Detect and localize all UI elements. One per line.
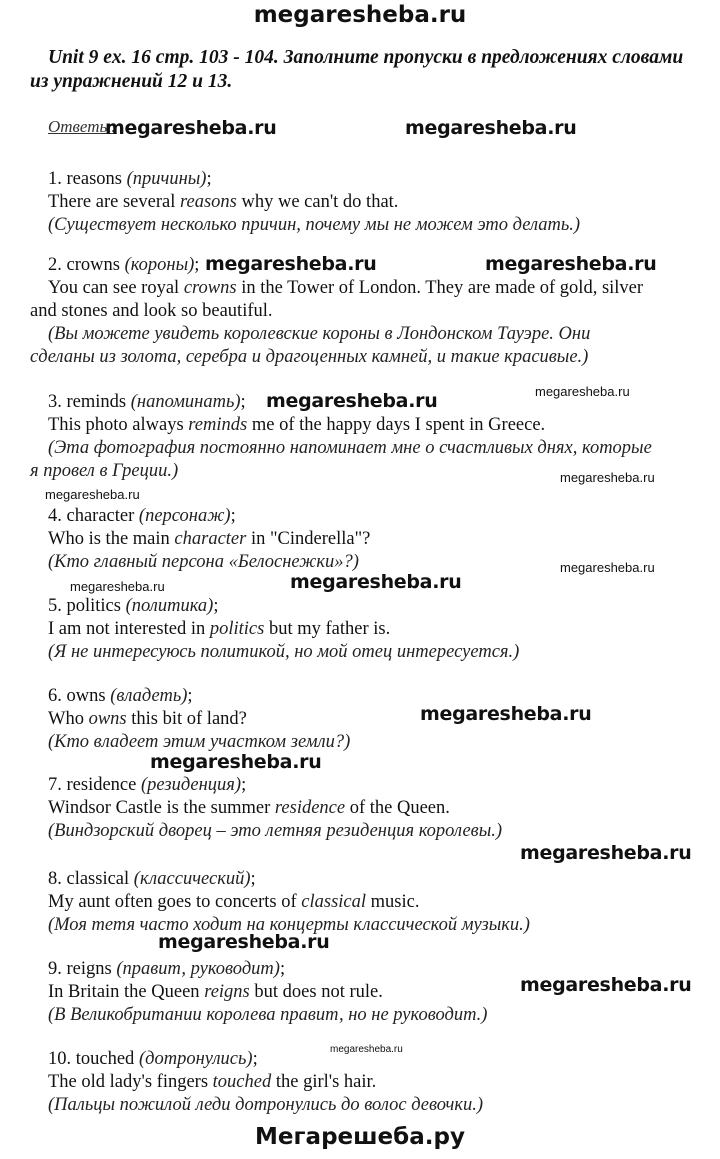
sentence-text-before: and stones and look so beautiful. (30, 301, 273, 321)
sentence-text-after: but does not rule. (249, 982, 383, 1002)
sentence-text-after: the girl's hair. (271, 1072, 377, 1092)
watermark-text: megaresheba.ru (560, 560, 655, 575)
answer-number: 10. (48, 1049, 72, 1069)
answer-translation: (резиденция) (140, 775, 242, 795)
russian-translation: (Эта фотография постоянно напоминает мне о счастливых днях, которые (48, 438, 652, 458)
footer-title: Мегарешеба.ру (255, 1124, 465, 1150)
answer-word: crowns (66, 255, 120, 275)
watermark-text: megaresheba.ru (105, 117, 277, 139)
answer-word-line: 5. politics (политика); (48, 596, 219, 616)
russian-translation: сделаны из золота, серебра и драгоценных камней, и такие красивые.) (30, 347, 589, 367)
answer-number: 5. (48, 596, 62, 616)
example-sentence (48, 1071, 376, 1093)
answer-word-line: 4. character (персонаж); (48, 506, 236, 526)
sentence-text-before: This photo always (48, 415, 189, 435)
watermark-text: megaresheba.ru (405, 117, 577, 139)
example-sentence (48, 277, 643, 299)
sentence-text-before: Who (48, 709, 89, 729)
answer-word: residence (66, 775, 137, 795)
answer-number: 2. (48, 255, 62, 275)
answer-number: 3. (48, 392, 62, 412)
answer-translation: (дотронулись) (138, 1049, 253, 1069)
sentence-keyword: reasons (179, 192, 237, 212)
sentence-text-before: The old lady's fingers (48, 1072, 213, 1092)
sentence-keyword: reminds (188, 415, 248, 435)
site-title: megaresheba.ru (253, 2, 467, 28)
sentence-keyword: crowns (183, 278, 237, 298)
sentence-text-before: My aunt often goes to concerts of (48, 892, 302, 912)
answer-word-line: 9. reigns (правит, руководит); (48, 959, 286, 979)
example-sentence (48, 797, 450, 819)
russian-translation: (Кто главный персона «Белоснежки»?) (48, 552, 359, 572)
sentence-text-after: in the Tower of London. They are made of gold, silver (236, 278, 644, 298)
answer-word-line: 10. touched (дотронулись); (48, 1049, 258, 1069)
sentence-text-after: but my father is. (264, 619, 391, 639)
exercise-heading-line-2: из упражнений 12 и 13. (30, 71, 233, 92)
example-sentence (48, 981, 383, 1003)
sentence-text-before: Windsor Castle is the summer (48, 798, 275, 818)
answer-word-line: 1. reasons (причины); (48, 169, 212, 189)
watermark-text: megaresheba.ru (70, 579, 165, 594)
watermark-text: megaresheba.ru (520, 842, 692, 864)
sentence-keyword: character (174, 529, 247, 549)
exercise-heading-line-1: Unit 9 ex. 16 стр. 103 - 104. Заполните пропуски в предложениях словами (48, 47, 684, 68)
russian-translation: (Я не интересуюсь политикой, но мой отец интересуется.) (48, 642, 520, 662)
answer-word: politics (66, 596, 121, 616)
answer-word: owns (66, 686, 106, 706)
sentence-text-after: why we can't do that. (236, 192, 399, 212)
sentence-text-after: of the Queen. (345, 798, 450, 818)
russian-translation: (Виндзорский дворец – это летняя резиденция королевы.) (48, 821, 503, 841)
example-sentence (48, 414, 545, 436)
example-sentence (48, 891, 420, 913)
answer-word-line: 8. classical (классический); (48, 869, 256, 889)
sentence-text-before: In Britain the Queen (48, 982, 205, 1002)
watermark-text: megaresheba.ru (330, 1044, 403, 1055)
answer-translation: (классический) (133, 869, 251, 889)
watermark-text: megaresheba.ru (205, 253, 377, 275)
watermark-text: megaresheba.ru (158, 931, 330, 953)
answer-number: 8. (48, 869, 62, 889)
answer-translation: (напоминать) (130, 392, 241, 412)
answer-word-line: 6. owns (владеть); (48, 686, 193, 706)
sentence-keyword: politics (209, 619, 265, 639)
answer-word: character (66, 506, 135, 526)
answer-number: 4. (48, 506, 62, 526)
answer-translation: (причины) (126, 169, 207, 189)
answer-translation: (правит, руководит) (116, 959, 280, 979)
russian-translation: (Моя тетя часто ходит на концерты классической музыки.) (48, 915, 530, 935)
watermark-text: megaresheba.ru (535, 384, 630, 399)
answer-translation: (короны) (124, 255, 195, 275)
answer-number: 7. (48, 775, 62, 795)
answer-word: reasons (66, 169, 122, 189)
example-sentence (48, 528, 370, 550)
sentence-text-after: in "Cinderella"? (246, 529, 371, 549)
russian-translation: (Кто владеет этим участком земли?) (48, 732, 351, 752)
answer-word: reminds (66, 392, 127, 412)
answer-word-line: 7. residence (резиденция); (48, 775, 247, 795)
watermark-text: megaresheba.ru (420, 703, 592, 725)
answer-number: 6. (48, 686, 62, 706)
answer-word-line: 3. reminds (напоминать); (48, 392, 246, 412)
sentence-text-after: this bit of land? (126, 709, 247, 729)
sentence-keyword: residence (274, 798, 346, 818)
answer-translation: (владеть) (110, 686, 188, 706)
watermark-text: megaresheba.ru (290, 571, 462, 593)
answer-number: 9. (48, 959, 62, 979)
example-sentence (48, 618, 390, 640)
sentence-keyword: owns (88, 709, 127, 729)
sentence-text-after: me of the happy days I spent in Greece. (247, 415, 546, 435)
answer-word: reigns (66, 959, 112, 979)
sentence-text-before: You can see royal (48, 278, 184, 298)
watermark-text: megaresheba.ru (150, 751, 322, 773)
example-sentence (30, 300, 273, 322)
watermark-text: megaresheba.ru (560, 470, 655, 485)
russian-translation: (Пальцы пожилой леди дотронулись до волос девочки.) (48, 1095, 484, 1115)
answer-translation: (персонаж) (138, 506, 231, 526)
russian-translation: (В Великобритании королева правит, но не руководит.) (48, 1005, 488, 1025)
answer-word: classical (66, 869, 130, 889)
watermark-text: megaresheba.ru (45, 487, 140, 502)
answers-label: Ответы: (48, 117, 117, 136)
answer-translation: (политика) (125, 596, 214, 616)
watermark-text: megaresheba.ru (520, 974, 692, 996)
sentence-text-before: Who is the main (48, 529, 175, 549)
answer-word: touched (75, 1049, 135, 1069)
sentence-text-before: I am not interested in (48, 619, 210, 639)
answer-word-line: 2. crowns (короны); (48, 255, 200, 275)
sentence-text-after: music. (366, 892, 420, 912)
answer-number: 1. (48, 169, 62, 189)
russian-translation: (Вы можете увидеть королевские короны в Лондонском Тауэре. Они (48, 324, 591, 344)
russian-translation: (Существует несколько причин, почему мы не можем это делать.) (48, 215, 581, 235)
example-sentence (48, 708, 247, 730)
sentence-keyword: reigns (204, 982, 250, 1002)
russian-translation: я провел в Греции.) (30, 461, 179, 481)
sentence-keyword: touched (212, 1072, 272, 1092)
sentence-keyword: classical (301, 892, 367, 912)
watermark-text: megaresheba.ru (485, 253, 657, 275)
example-sentence (48, 191, 398, 213)
sentence-text-before: There are several (48, 192, 180, 212)
watermark-text: megaresheba.ru (266, 390, 438, 412)
